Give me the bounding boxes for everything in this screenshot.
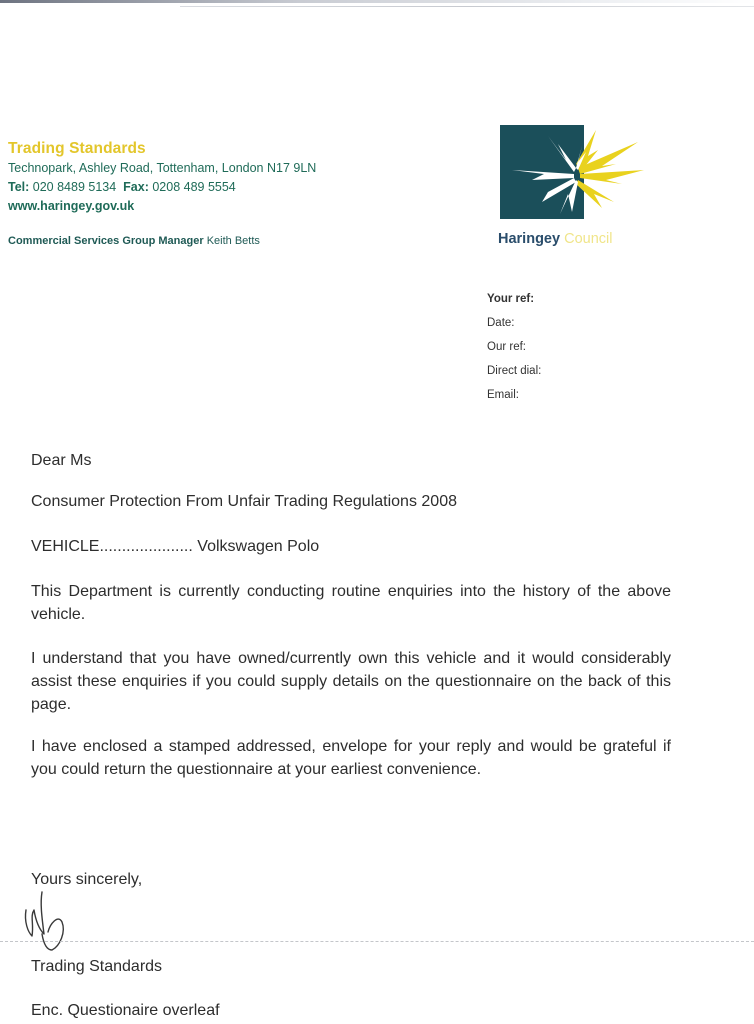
council-name	[498, 231, 612, 247]
fax-number: 0208 489 5554	[152, 180, 236, 194]
scan-artifact-line	[180, 6, 754, 7]
vehicle-line	[31, 538, 671, 556]
signature-icon	[20, 888, 80, 954]
tel-label: Tel:	[8, 180, 30, 194]
fold-line	[0, 941, 754, 942]
manager-line	[8, 235, 260, 247]
date-label: Date:	[487, 317, 515, 329]
haringey-logo-icon	[498, 122, 648, 222]
logo-yellow-rays	[576, 130, 644, 208]
manager-title: Commercial Services Group Manager	[8, 235, 204, 247]
tel-number: 020 8489 5134	[32, 180, 117, 194]
our-ref-label: Our ref:	[487, 341, 526, 353]
email-label: Email:	[487, 389, 519, 401]
contact-numbers	[8, 180, 236, 194]
closing: Yours sincerely,	[31, 871, 143, 888]
direct-dial-label: Direct dial:	[487, 365, 542, 377]
manager-name: Keith Betts	[206, 235, 260, 247]
website: www.haringey.gov.uk	[8, 199, 135, 213]
fax-label: Fax:	[123, 180, 149, 194]
sign-off: Trading Standards	[31, 958, 163, 975]
council-name-light: Council	[564, 231, 613, 247]
scan-top-edge	[0, 0, 754, 3]
council-name-bold: Haringey	[498, 231, 561, 247]
paragraph-ownership: I understand that you have owned/currently own this vehicle and it would considerably assist these enquiries if you could supply details on the questionnaire on the back of this page.	[31, 650, 671, 713]
your-ref-label: Your ref:	[487, 293, 535, 305]
paragraph-envelope: I have enclosed a stamped addressed, envelope for your reply and would be grateful if you could return the questionnaire at your earliest convenience.	[31, 738, 671, 778]
subject-line: Consumer Protection From Unfair Trading Regulations 2008	[31, 493, 457, 510]
salutation: Dear Ms	[31, 452, 92, 469]
vehicle-value: Volkswagen Polo	[197, 538, 320, 555]
vehicle-label: VEHICLE.....................	[31, 538, 193, 555]
department-title: Trading Standards	[8, 140, 146, 157]
department-address: Technopark, Ashley Road, Tottenham, London N17 9LN	[8, 161, 317, 175]
reference-block	[487, 292, 541, 412]
paragraph-enquiries: This Department is currently conducting routine enquiries into the history of the above vehicle.	[31, 583, 671, 623]
enclosure-note: Enc. Questionaire overleaf	[31, 1002, 220, 1019]
